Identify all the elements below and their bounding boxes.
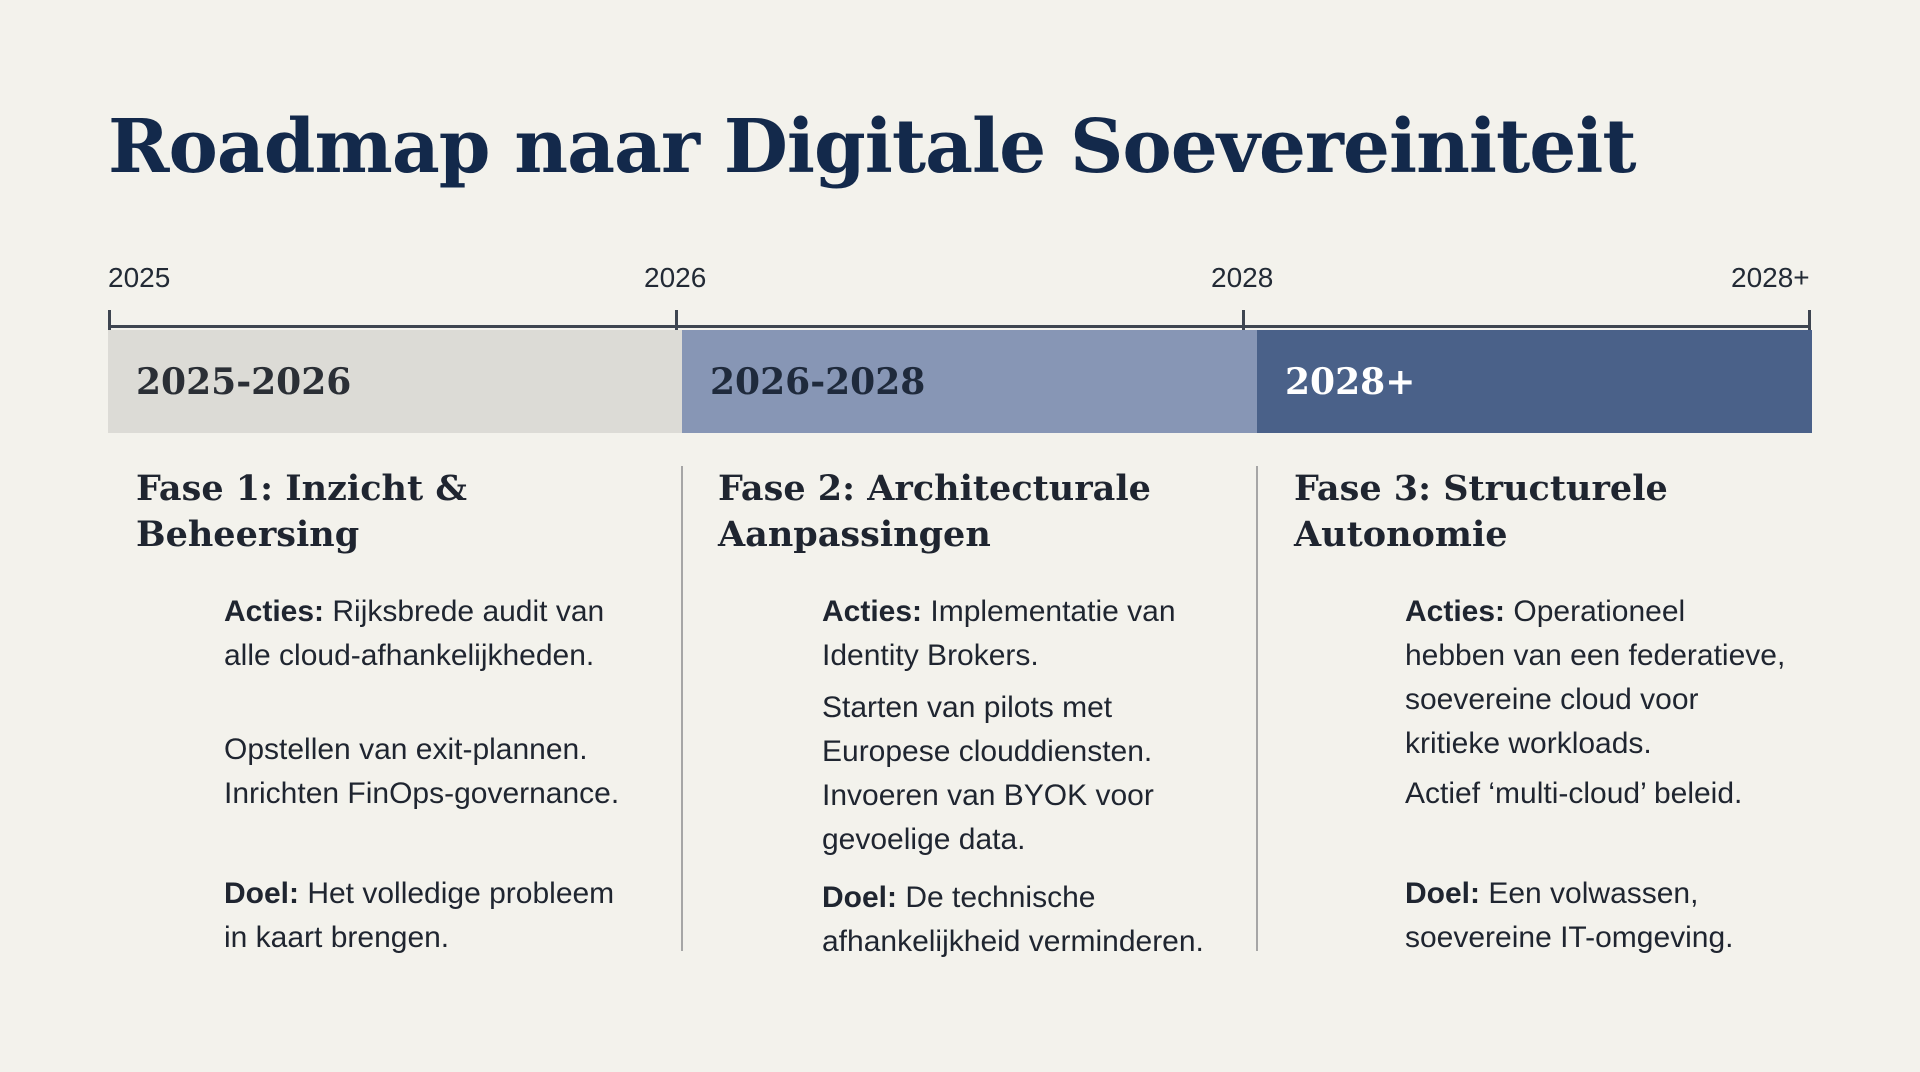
item-line: in kaart brengen.	[224, 921, 450, 954]
phase-title-line: Fase 1: Inzicht &	[136, 468, 467, 509]
year-label: 2028+	[1731, 262, 1810, 293]
phase-title-line: Beheersing	[136, 514, 360, 555]
column-divider	[1256, 466, 1258, 951]
phase-title-line: Fase 2: Architecturale	[718, 468, 1151, 509]
phase-title-line: Aanpassingen	[718, 514, 991, 555]
item-line: soevereine cloud voor	[1405, 683, 1699, 716]
phase-title-line: Autonomie	[1294, 514, 1508, 555]
item-line: soevereine IT-omgeving.	[1405, 921, 1734, 954]
phase-2-title	[718, 466, 1151, 558]
period-band-2	[682, 330, 1257, 433]
item-text	[1405, 772, 1742, 816]
period-band-3	[1257, 330, 1812, 433]
item-line: Europese clouddiensten.	[822, 735, 1153, 768]
item-line: Operationeel	[1505, 595, 1686, 628]
item-text	[1405, 872, 1734, 960]
year-label: 2025	[108, 262, 171, 293]
period-label: 2025-2026	[136, 360, 352, 403]
item-line: Identity Brokers.	[822, 639, 1039, 672]
column-divider	[681, 466, 683, 951]
item-line: Het volledige probleem	[299, 877, 615, 910]
item-label-bold: Acties:	[822, 595, 923, 628]
item-text	[224, 872, 614, 960]
phase-title-line: Fase 3: Structurele	[1294, 468, 1668, 509]
item-label-bold: Doel:	[1405, 877, 1480, 910]
phase-3-title	[1294, 466, 1668, 558]
item-label-bold: Doel:	[822, 881, 897, 914]
year-label: 2028	[1211, 262, 1274, 293]
item-line: Invoeren van BYOK voor	[822, 779, 1154, 812]
item-text	[822, 590, 1176, 678]
period-band-1	[108, 330, 682, 433]
item-label-bold: Acties:	[224, 595, 325, 628]
timeline-axis	[110, 325, 1810, 328]
timeline	[0, 0, 1920, 440]
period-label: 2028+	[1285, 360, 1416, 403]
item-line: kritieke workloads.	[1405, 727, 1652, 760]
item-line: Opstellen van exit-plannen.	[224, 733, 588, 766]
item-line: hebben van een federatieve,	[1405, 639, 1786, 672]
item-label-bold: Acties:	[1405, 595, 1506, 628]
item-line: gevoelige data.	[822, 823, 1026, 856]
item-label-bold: Doel:	[224, 877, 299, 910]
item-text	[1405, 590, 1785, 766]
item-text	[224, 590, 604, 678]
item-line: Rijksbrede audit van	[324, 595, 605, 628]
period-label: 2026-2028	[710, 360, 926, 403]
item-line: Een volwassen,	[1480, 877, 1699, 910]
item-line: alle cloud-afhankelijkheden.	[224, 639, 595, 672]
item-line: Inrichten FinOps-governance.	[224, 777, 620, 810]
item-line: afhankelijkheid verminderen.	[822, 925, 1204, 958]
item-line: Implementatie van	[922, 595, 1176, 628]
item-text	[822, 876, 1204, 964]
item-text	[224, 728, 619, 816]
year-label: 2026	[644, 262, 707, 293]
page-title: Roadmap naar Digitale Soevereiniteit	[108, 104, 1636, 190]
item-line: De technische	[897, 881, 1096, 914]
phase-1-title	[136, 466, 467, 558]
item-line: Starten van pilots met	[822, 691, 1113, 724]
item-line: Actief ‘multi-cloud’ beleid.	[1405, 777, 1743, 810]
item-text	[822, 686, 1154, 862]
